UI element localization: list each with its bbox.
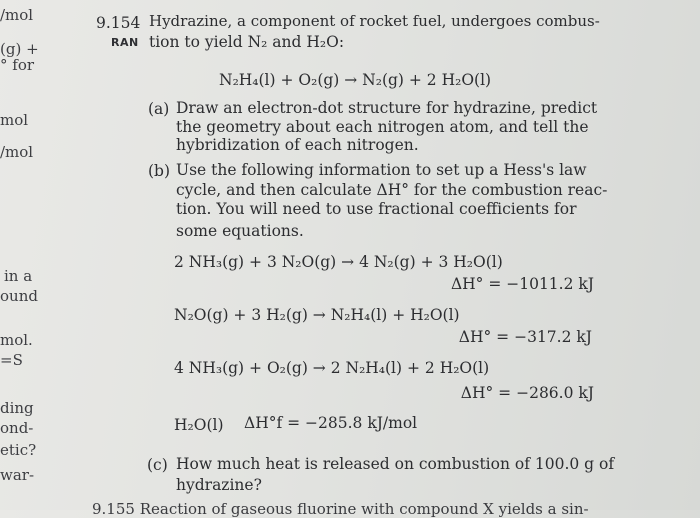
part-c-label: (c) [147,456,168,474]
part-b-text: Use the following information to set up a Hess's law [176,161,587,179]
gutter-text: ound [0,287,38,305]
gutter-text: etic? [0,441,37,459]
part-a-text: Draw an electron-dot structure for hydrazine, predict [176,99,598,117]
next-problem-text: 9.155 Reaction of gaseous fluorine with compound X yields a sin- [92,500,589,518]
part-a-label: (a) [148,100,170,118]
gutter-text: =S [0,351,23,369]
reaction-enthalpy: ΔH° = −317.2 kJ [458,328,592,346]
part-a-text: hybridization of each nitrogen. [176,136,419,154]
part-b-text: tion. You will need to use fractional coefficients for [176,200,577,218]
reaction-enthalpy: ΔH° = −1011.2 kJ [450,275,594,293]
main-equation: N₂H₄(l) + O₂(g) → N₂(g) + 2 H₂O(l) [219,71,492,89]
gutter-text: /mol [0,6,34,24]
problem-text: Hydrazine, a component of rocket fuel, undergoes combus- [149,12,600,30]
gutter-text: mol. [0,331,33,349]
gutter-text: ° for [0,56,35,74]
gutter-text: ond- [0,419,34,437]
problem-number: 9.154 [96,14,141,32]
gutter-text: ding [0,399,34,417]
gutter-text: war- [0,466,35,484]
reaction-equation: N₂O(g) + 3 H₂(g) → N₂H₄(l) + H₂O(l) [174,306,460,324]
gutter-text: in a [4,267,33,285]
part-a-text: the geometry about each nitrogen atom, and tell the [176,118,589,136]
part-b-text: some equations. [176,222,304,240]
formation-enthalpy: ΔH°f = −285.8 kJ/mol [244,414,418,432]
problem-text: tion to yield N₂ and H₂O: [149,33,345,51]
gutter-text: (g) + [0,40,39,58]
problem-tag: RAN [111,36,139,49]
gutter-text: mol [0,111,29,129]
part-c-text: How much heat is released on combustion of 100.0 g of [176,455,615,473]
gutter-text: /mol [0,143,34,161]
part-c-text: hydrazine? [176,476,262,494]
reaction-equation: 2 NH₃(g) + 3 N₂O(g) → 4 N₂(g) + 3 H₂O(l) [174,253,503,271]
formation-species: H₂O(l) [174,416,224,434]
reaction-equation: 4 NH₃(g) + O₂(g) → 2 N₂H₄(l) + 2 H₂O(l) [174,359,490,377]
part-b-text: cycle, and then calculate ΔH° for the combustion reac- [176,181,608,199]
part-b-label: (b) [148,162,171,180]
reaction-enthalpy: ΔH° = −286.0 kJ [460,384,594,402]
